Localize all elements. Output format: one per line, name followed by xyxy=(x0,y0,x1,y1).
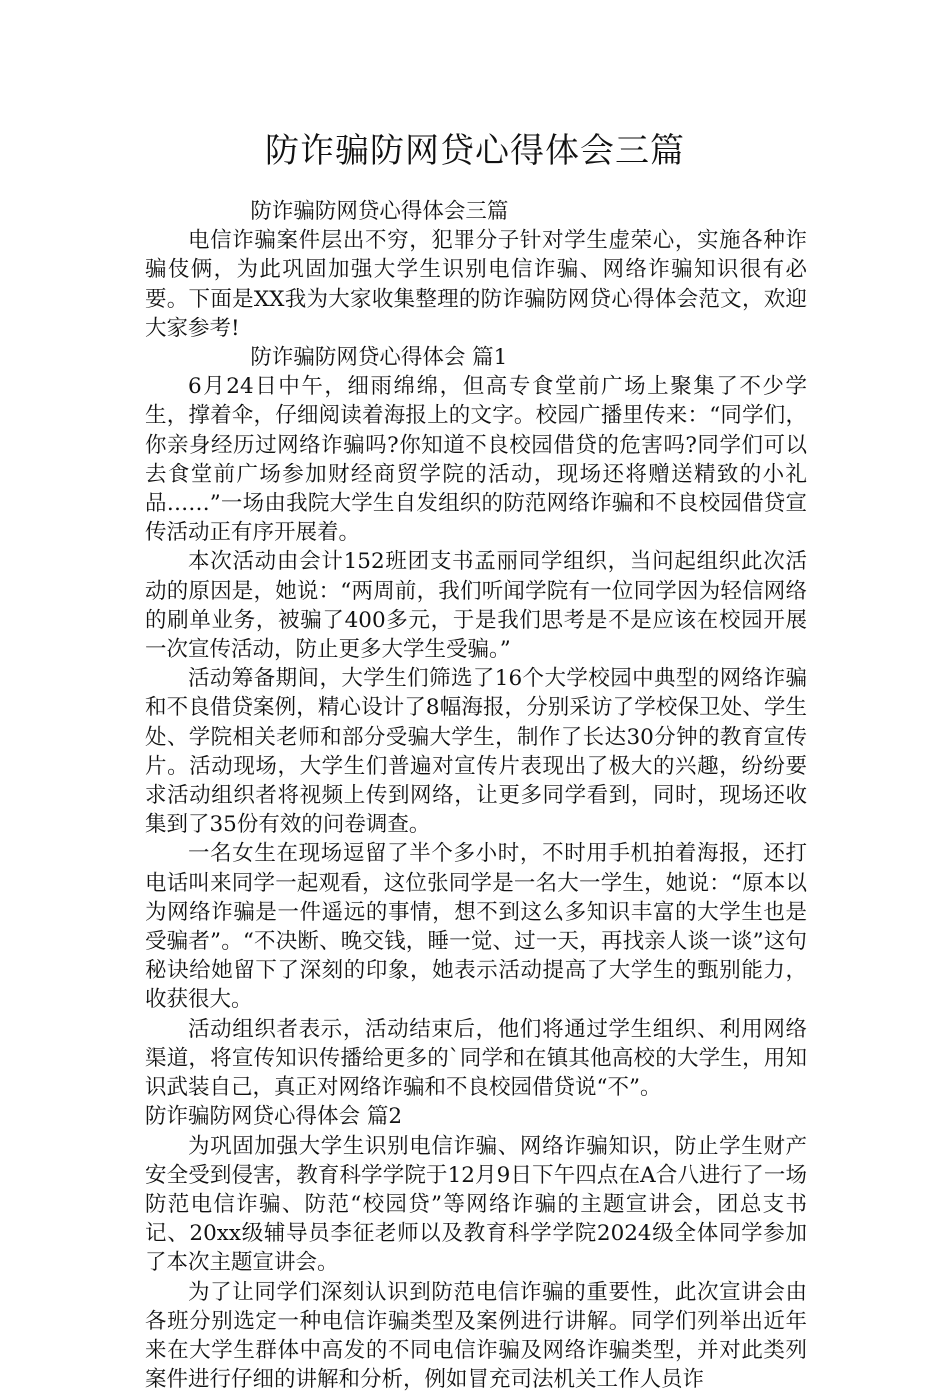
section-2-paragraph: 为了让同学们深刻认识到防范电信诈骗的重要性，此次宣讲会由各班分别选定一种电信诈骗类型及案例进行讲解。同学们列举出近年来在大学生群体中高发的不同电信诈骗及网络诈骗类型，并对此类列案件进行仔细的讲解和分析，例如冒充司法机关工作人员诈 xyxy=(145,1279,807,1393)
section-1-heading: 防诈骗防网贷心得体会 篇1 xyxy=(250,345,508,371)
section-2-paragraph: 为巩固加强大学生识别电信诈骗、网络诈骗知识，防止学生财产安全受到侵害，教育科学学院于12月9日下午四点在A合八进行了一场防范电信诈骗、防范“校园贷”等网络诈骗的主题宣讲会，团总支书记、20xx级辅导员李征老师以及教育科学学院2024级全体同学参加了本次主题宣讲会。 xyxy=(145,1133,807,1276)
section-1-paragraph: 6月24日中午，细雨绵绵，但高专食堂前广场上聚集了不少学生，撑着伞，仔细阅读着海报上的文字。校园广播里传来：“同学们，你亲身经历过网络诈骗吗?你知道不良校园借贷的危害吗?同学们可以去食堂前广场参加财经商贸学院的活动，现场还将赠送精致的小礼品……”一场由我院大学生自发组织的防范网络诈骗和不良校园借贷宣传活动正有序开展着。 xyxy=(145,374,807,546)
document-title: 防诈骗防网贷心得体会三篇 xyxy=(265,131,685,171)
section-1-paragraph: 活动筹备期间，大学生们筛选了16个大学校园中典型的网络诈骗和不良借贷案例，精心设计了8幅海报，分别采访了学校保卫处、学生处、学院相关老师和部分受骗大学生，制作了长达30分钟的教育宣传片。活动现场，大学生们普遍对宣传片表现出了极大的兴趣，纷纷要求活动组织者将视频上传到网络，让更多同学看到，同时，现场还收集到了35份有效的问卷调查。 xyxy=(145,666,807,838)
intro-paragraph: 电信诈骗案件层出不穷，犯罪分子针对学生虚荣心，实施各种诈骗伎俩，为此巩固加强大学生识别电信诈骗、网络诈骗知识很有必要。下面是XX我为大家收集整理的防诈骗防网贷心得体会范文，欢迎大家参考! xyxy=(145,228,807,341)
section-1-paragraph: 活动组织者表示，活动结束后，他们将通过学生组织、利用网络渠道，将宣传知识传播给更多的`同学和在镇其他高校的大学生，用知识武装自己，真正对网络诈骗和不良校园借贷说“不”。 xyxy=(145,1016,807,1101)
document-subtitle: 防诈骗防网贷心得体会三篇 xyxy=(250,199,509,224)
section-2-heading: 防诈骗防网贷心得体会 篇2 xyxy=(145,1104,403,1130)
section-1-paragraph: 本次活动由会计152班团支书孟丽同学组织，当问起组织此次活动的原因是，她说：“两周前，我们听闻学院有一位同学因为轻信网络的刷单业务，被骗了400多元，于是我们思考是不是应该在校园开展一次宣传活动，防止更多大学生受骗。” xyxy=(145,549,807,663)
document-body xyxy=(145,197,807,1394)
section-1-paragraph: 一名女生在现场逗留了半个多小时，不时用手机拍着海报，还打电话叫来同学一起观看，这位张同学是一名大一学生，她说：“原本以为网络诈骗是一件遥远的事情，想不到这么多知识丰富的大学生也是受骗者”。“不决断、晚交钱，睡一觉、过一天，再找亲人谈一谈”这句秘诀给她留下了深刻的印象，她表示活动提高了大学生的甄别能力，收获很大。 xyxy=(145,841,807,1013)
